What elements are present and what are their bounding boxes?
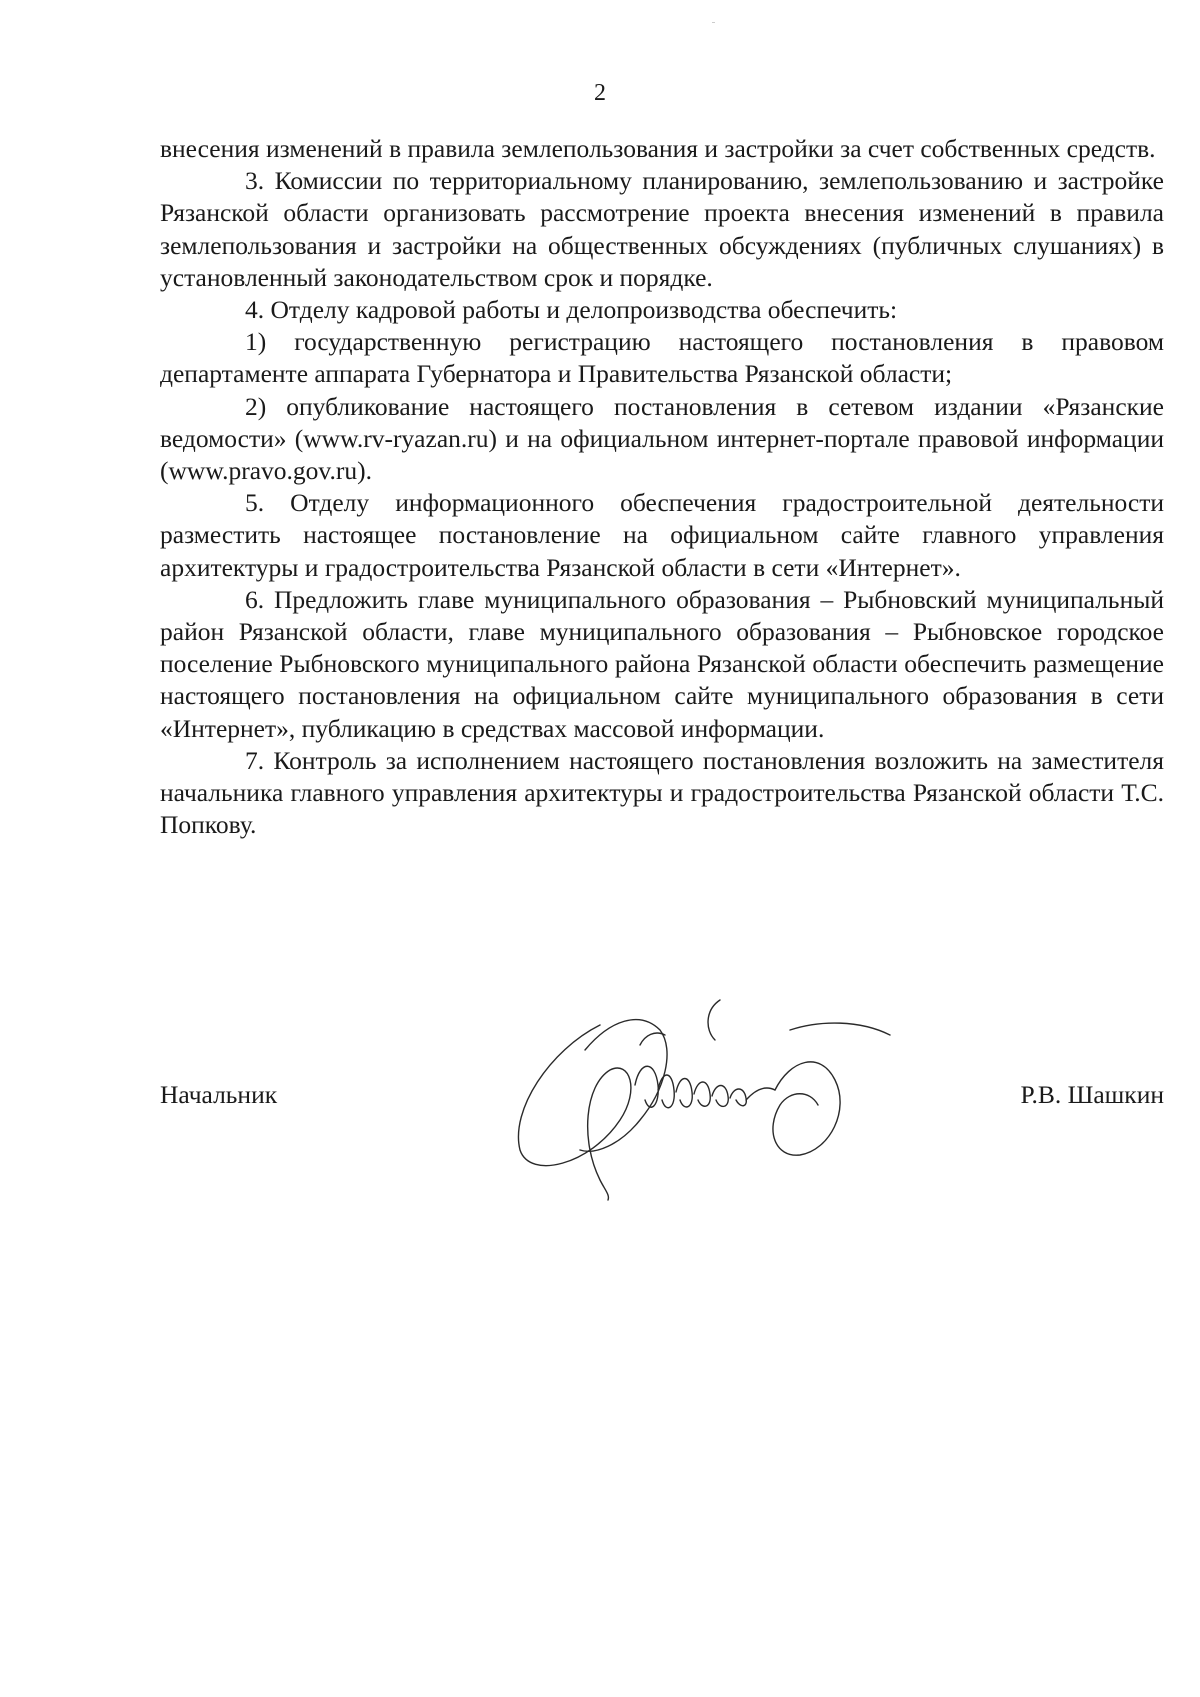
signature-row — [160, 1080, 1164, 1120]
paragraph-item-4: 4. Отделу кадровой работы и делопроизводства обеспечить: — [245, 295, 898, 325]
scan-artifact — [712, 22, 715, 23]
paragraph-continuation: внесения изменений в правила землепользования и застройки за счет собственных средств. — [160, 134, 1156, 163]
signatory-position: Начальник — [160, 1080, 278, 1109]
paragraph-item-3: 3. Комиссии по территориальному планированию, землепользованию и застройке Рязанской области организовать рассмотрение проекта внесения изменений в правила землепользования и застройки на общественных обсуждениях (публичных слушаниях) в установленный законодательством срок и порядке. — [160, 166, 1164, 292]
paragraph-subitem-1: 1) государственную регистрацию настоящего постановления в правовом департаменте аппарата Губернатора и Правительства Рязанской области; — [160, 327, 1164, 389]
paragraph-item-5: 5. Отделу информационного обеспечения градостроительной деятельности разместить настоящее постановление на официальном сайте главного управления архитектуры и градостроительства Рязанской области в сети «Интернет». — [160, 488, 1164, 582]
document-body — [160, 133, 1164, 841]
paragraph-item-6: 6. Предложить главе муниципального образования – Рыбновский муниципальный район Рязанской области, главе муниципального образования – Рыбновское городское поселение Рыбновского муниципального района Рязанской области обеспечить размещение настоящего постановления на официальном сайте муниципального образования в сети «Интернет», публикацию в средствах массовой информации. — [160, 584, 1164, 743]
page-number: 2 — [594, 80, 606, 106]
signatory-name: Р.В. Шашкин — [1020, 1080, 1164, 1109]
paragraph-item-7: 7. Контроль за исполнением настоящего постановления возложить на заместителя начальника главного управления архитектуры и градостроительства Рязанской области Т.С. Попкову. — [160, 745, 1164, 840]
paragraph-subitem-2: 2) опубликование настоящего постановления в сетевом издании «Рязанские ведомости» (www.rv-ryazan.ru) и на официальном интернет-портале правовой информации (www.pravo.gov.ru). — [160, 391, 1164, 486]
